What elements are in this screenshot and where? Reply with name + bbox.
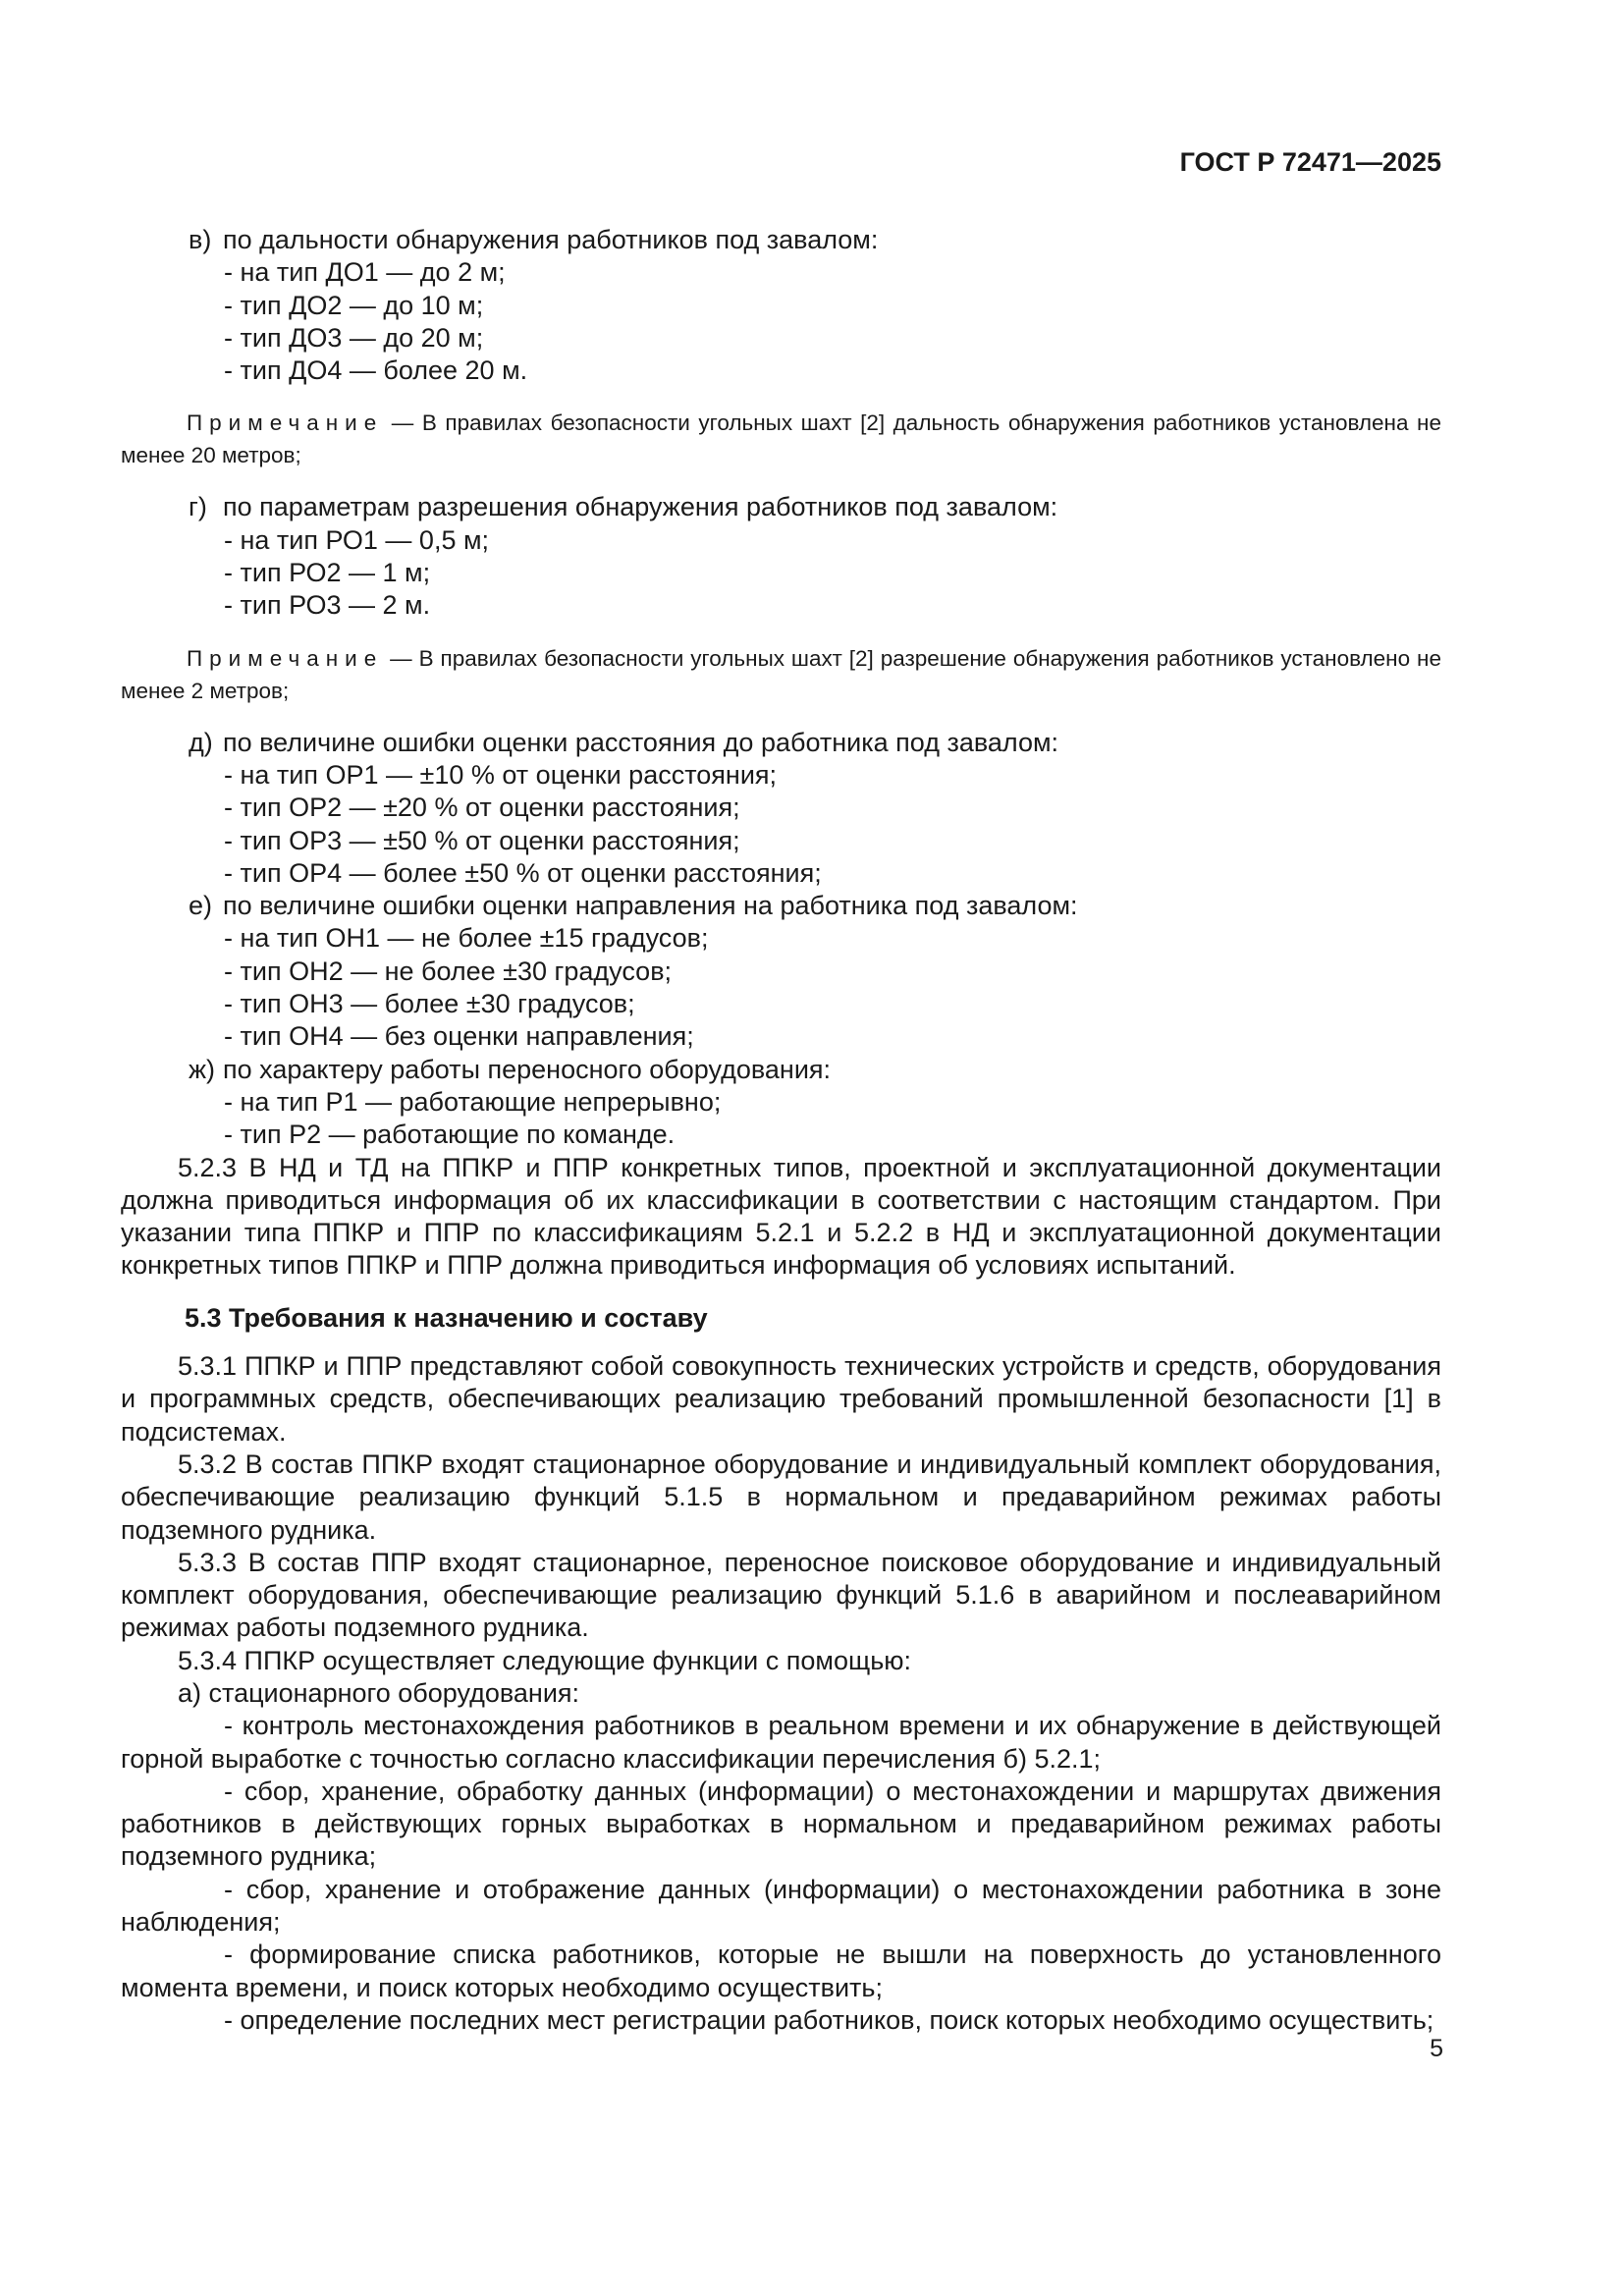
list-item [121, 491, 1441, 523]
note-title: Примечание [187, 645, 384, 671]
function-item: - сбор, хранение и отображение данных (информации) о местонахождении работника в зоне наблюдения; [121, 1874, 1441, 1938]
paragraph: 5.3.2 В состав ППКР входят стационарное оборудование и индивидуальный комплект оборудования, обеспечивающие реализацию функций 5.1.5 в нормальном и предаварийном режимах работы подземного рудника. [121, 1449, 1441, 1545]
dash-item: - на тип ОН1 — не более ±15 градусов; [224, 923, 709, 954]
paragraph: а) стационарного оборудования: [178, 1677, 580, 1708]
list-item-text: по параметрам разрешения обнаружения работников под завалом: [223, 492, 1058, 522]
page-number: 5 [1430, 2035, 1443, 2062]
document-body [121, 224, 1441, 2037]
list-item-letter: д) [189, 727, 213, 757]
dash-item: - на тип РО1 — 0,5 м; [224, 524, 490, 555]
dash-item: - тип ДО3 — до 20 м; [224, 322, 484, 353]
dash-item: - тип ОН2 — не более ±30 градусов; [224, 956, 673, 986]
paragraph: 5.2.3 В НД и ТД на ППКР и ППР конкретных типов, проектной и эксплуатационной документации должна приводиться информация об их классификации в соответствии с настоящим стандартом. При указании типа ППКР и ППР по классификациям 5.2.1 и 5.2.2 в НД и эксплуатационной документации конкретных типов ППКР и ППР должна приводиться информация об условиях испытаний. [121, 1152, 1441, 1281]
dash-item: - на тип ОР1 — ±10 % от оценки расстояния; [224, 759, 778, 790]
function-item: - определение последних мест регистрации работников, поиск которых необходимо осуществить; [224, 2004, 1434, 2035]
section-heading: 5.3 Требования к назначению и составу [185, 1302, 708, 1333]
dash-item: - тип ДО4 — более 20 м. [224, 355, 528, 386]
list-item-letter: г) [189, 492, 207, 522]
document-code-header: ГОСТ Р 72471—2025 [1179, 147, 1441, 177]
list-item-text: по дальности обнаружения работников под завалом: [223, 225, 879, 254]
list-item [121, 224, 1441, 256]
list-item-letter: е) [189, 891, 213, 921]
note-title: Примечание [187, 410, 384, 436]
paragraph: 5.3.1 ППКР и ППР представляют собой совокупность технических устройств и средств, оборудования и программных средств, обеспечивающих реализацию требований промышленной безопасности [1] в подсистемах. [121, 1351, 1441, 1447]
dash-item: - на тип Р1 — работающие непрерывно; [224, 1086, 722, 1117]
paragraph: 5.3.3 В состав ППР входят стационарное, переносное поисковое оборудование и индивидуальный комплект оборудования, обеспечивающие реализацию функций 5.1.6 в аварийном и послеаварийном режимах работы подземного рудника. [121, 1547, 1441, 1643]
function-item: - контроль местонахождения работников в реальном времени и их обнаружение в действующей горной выработке с точностью согласно классификации перечисления б) 5.2.1; [121, 1711, 1441, 1774]
note [121, 407, 1441, 471]
dash-item: - тип ОР4 — более ±50 % от оценки расстояния; [224, 857, 822, 888]
paragraph: 5.3.4 ППКР осуществляет следующие функции с помощью: [178, 1645, 912, 1675]
dash-item: - на тип ДО1 — до 2 м; [224, 257, 506, 288]
list-item [121, 1054, 1441, 1086]
dash-item: - тип ОН4 — без оценки направления; [224, 1021, 694, 1052]
list-item [121, 727, 1441, 759]
list-item-text: по величине ошибки оценки расстояния до работника под завалом: [223, 727, 1059, 757]
list-item-text: по величине ошибки оценки направления на работника под завалом: [223, 891, 1078, 921]
list-item-text: по характеру работы переносного оборудования: [223, 1054, 832, 1084]
function-item: - формирование списка работников, которые не вышли на поверхность до установленного момента времени, и поиск которых необходимо осуществить; [121, 1940, 1441, 2002]
dash-item: - тип ОР2 — ±20 % от оценки расстояния; [224, 793, 740, 823]
list-item-letter: в) [189, 225, 212, 254]
list-item-letter: ж) [189, 1054, 216, 1084]
dash-item: - тип ОР3 — ±50 % от оценки расстояния; [224, 825, 740, 855]
function-item: - сбор, хранение, обработку данных (информации) о местонахождении и маршрутах движения работников в действующих горных выработках в нормальном и предаварийном режимах работы подземного рудника; [121, 1776, 1441, 1872]
dash-item: - тип РО3 — 2 м. [224, 590, 431, 621]
list-item [121, 890, 1441, 922]
note-text: — В правилах безопасности угольных шахт [2] разрешение обнаружения работников установлено не менее 2 метров; [121, 645, 1441, 703]
note [121, 642, 1441, 707]
dash-item: - тип Р2 — работающие по команде. [224, 1120, 676, 1150]
dash-item: - тип ОН3 — более ±30 градусов; [224, 989, 635, 1019]
dash-item: - тип ДО2 — до 10 м; [224, 290, 484, 320]
dash-item: - тип РО2 — 1 м; [224, 558, 431, 588]
note-text: — В правилах безопасности угольных шахт [2] дальность обнаружения работников установлена не менее 20 метров; [121, 410, 1441, 468]
